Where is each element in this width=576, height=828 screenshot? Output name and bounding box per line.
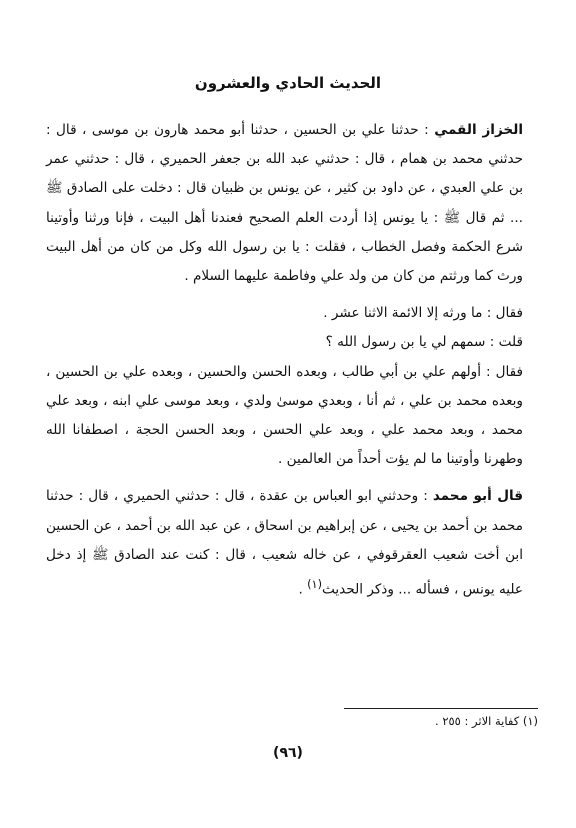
speaker-name: قال أبو محمد xyxy=(432,488,523,505)
footnote: (١) كفاية الاثر : ٢٥٥ . xyxy=(435,714,538,728)
paragraph-question: قلت : سمهم لي يا بن رسول الله ؟ xyxy=(325,334,523,351)
paragraph-khazzaz xyxy=(46,116,538,291)
page-title: الحديث الحادي والعشرون xyxy=(194,74,382,92)
paragraph-text: : وحدثني ابو العباس بن عقدة ، قال : حدثني الحميري ، قال : حدثنا محمد بن أحمد بن يحيى ، عن إبراهيم بن اسحاق ، عن عبد الله بن أحمد ، عن الحسين ابن أخت شعيب العقرقوفي ، عن خاله شعيب ، قال : كنت عند الصادق ﷺ إذ دخل عليه يونس ، فسأله ... وذكر الحديث xyxy=(46,488,523,598)
speaker-name: الخزاز القمي xyxy=(434,122,523,138)
paragraph-text: : حدثنا علي بن الحسين ، حدثنا أبو محمد هارون بن موسى ، قال : حدثني محمد بن همام ، قال : حدثني عبد الله بن جعفر الحميري ، قال : حدثني عمر بن علي العبدي ، عن داود بن كثير ، عن يونس بن ظبيان قال : دخلت على الصادق ﷺ ... ثم قال ﷺ : يا يونس إذا أردت العلم الصحيح فعندنا أهل البيت ، فإنا ورثنا وأوتينا شرع الحكمة وفصل الخطاب ، فقلت : يا بن رسول الله وكل من كان من أهل البيت ورث كما ورثتم من كان من ولد علي وفاطمة عليهما السلام . xyxy=(46,122,523,285)
main-text xyxy=(46,116,538,605)
paragraph-imams: فقال : أولهم علي بن أبي طالب ، وبعده الحسن والحسين ، وبعده علي بن الحسين ، وبعده محمد بن علي ، ثم أنا ، وبعدي موسىٰ ولدي ، وبعد موسى علي ابنه ، وبعد علي محمد ، وبعد محمد علي ، وبعد علي الحسن ، وبعد الحسن الحجة ، اصطفانا الله وطهرنا وأوتينا ما لم يؤت أحداً من العالمين . xyxy=(46,363,523,468)
page-number: (٩٦) xyxy=(273,745,303,761)
footnote-separator xyxy=(344,708,538,709)
paragraph-answer: فقال : ما ورثه إلا الائمة الاثنا عشر . xyxy=(323,305,523,322)
footnote-reference: (١) xyxy=(307,577,323,592)
paragraph-abu-muhammad xyxy=(46,482,538,604)
paragraph-end: . xyxy=(298,581,308,598)
